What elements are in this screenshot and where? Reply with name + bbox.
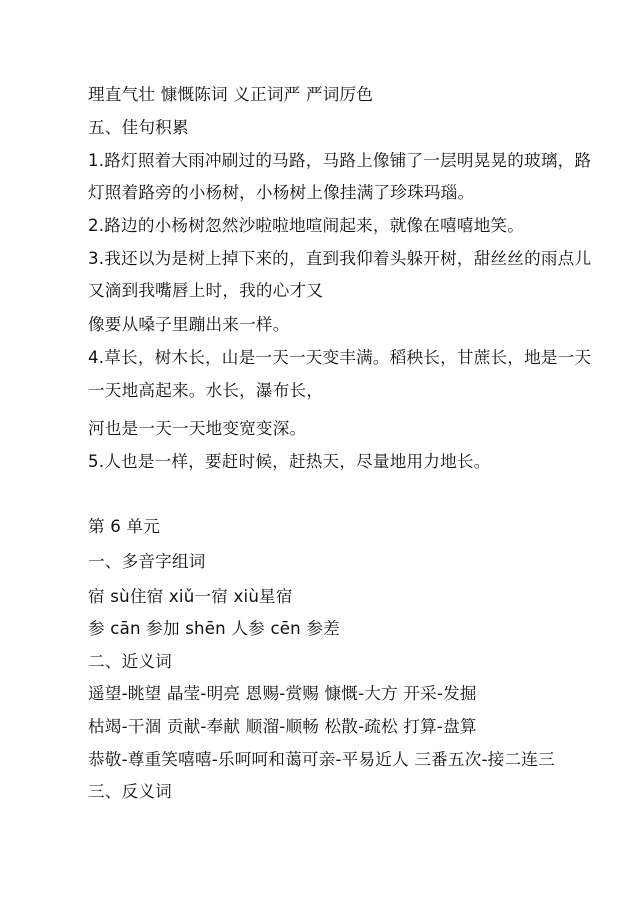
sentence-3-line-3: 像要从嗓子里蹦出来一样。 bbox=[88, 315, 290, 334]
sentence-4-line-1: 4.草长，树木长，山是一天一天变丰满。稻秧长，甘蔗长，地是一天 bbox=[88, 348, 592, 367]
sentence-3-line-2: 又滴到我嘴唇上时，我的心才又 bbox=[88, 281, 324, 300]
section-heading-antonyms: 三、反义词 bbox=[88, 782, 172, 801]
sentence-1-line-2: 灯照着路旁的小杨树，小杨树上像挂满了珍珠玛瑙。 bbox=[88, 183, 475, 202]
polyphone-can: 参 cān 参加 shēn 人参 cēn 参差 bbox=[88, 619, 340, 638]
sentence-4-line-2: 一天地高起来。水长，瀑布长， bbox=[88, 381, 324, 400]
section-heading-synonyms: 二、近义词 bbox=[88, 652, 172, 671]
synonyms-line-2: 枯竭-干涸 贡献-奉献 顺溜-顺畅 松散-疏松 打算-盘算 bbox=[88, 717, 477, 736]
unit-heading: 第 6 单元 bbox=[88, 517, 161, 536]
sentence-4-line-3: 河也是一天一天地变宽变深。 bbox=[88, 419, 307, 438]
polyphone-su: 宿 sù住宿 xiǔ一宿 xiù星宿 bbox=[88, 587, 293, 606]
sentence-5: 5.人也是一样，要赶时候，赶热天，尽量地用力地长。 bbox=[88, 452, 491, 471]
sentence-1-line-1: 1.路灯照着大雨冲刷过的马路，马路上像铺了一层明晃晃的玻璃，路 bbox=[88, 151, 592, 170]
synonyms-line-1: 遥望-眺望 晶莹-明亮 恩赐-赏赐 慷慨-大方 开采-发掘 bbox=[88, 684, 477, 703]
sentence-2: 2.路边的小杨树忽然沙啦啦地喧闹起来，就像在嘻嘻地笑。 bbox=[88, 216, 525, 235]
synonyms-line-3: 恭敬-尊重笑嘻嘻-乐呵呵和蔼可亲-平易近人 三番五次-接二连三 bbox=[88, 750, 555, 769]
section-heading-polyphones: 一、多音字组词 bbox=[88, 552, 206, 571]
idiom-line: 理直气壮 慷慨陈词 义正词严 严词厉色 bbox=[88, 85, 374, 104]
section-heading-good-sentences: 五、佳句积累 bbox=[88, 118, 189, 137]
sentence-3-line-1: 3.我还以为是树上掉下来的，直到我仰着头躲开树，甜丝丝的雨点儿 bbox=[88, 249, 592, 268]
